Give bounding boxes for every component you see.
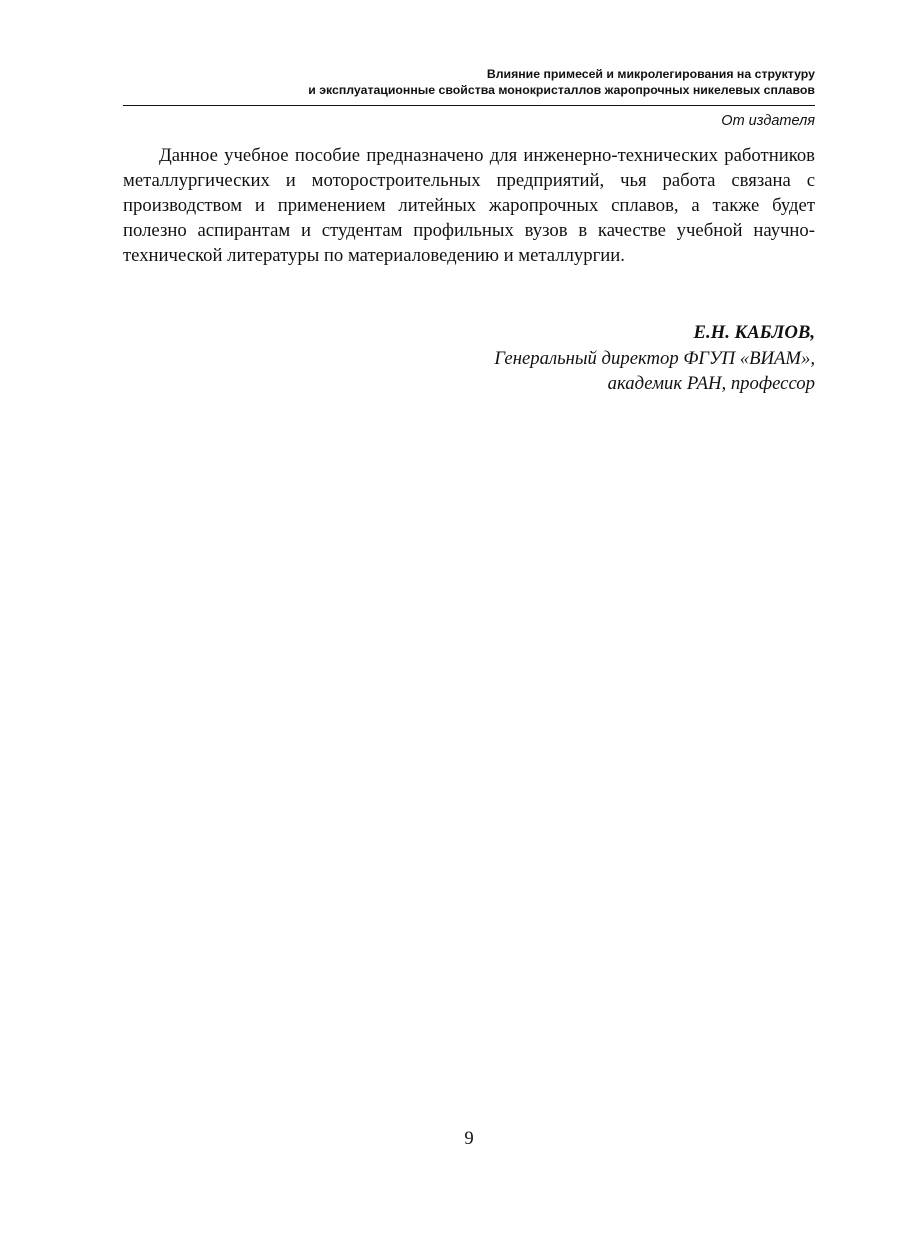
signature-title-line-1: Генеральный директор ФГУП «ВИАМ», (494, 347, 815, 369)
running-head-line-2: и эксплуатационные свойства монокристаллов жаропрочных никелевых сплавов (308, 83, 815, 97)
running-head (123, 66, 815, 98)
signature-name: Е.Н. КАБЛОВ, (693, 322, 815, 343)
page-number: 9 (464, 1128, 474, 1149)
signature-block (123, 320, 815, 397)
section-label: От издателя (721, 113, 815, 129)
signature-title-line-2: академик РАН, профессор (607, 373, 815, 394)
running-head-line-1: Влияние примесей и микролегирования на структуру (486, 67, 815, 81)
body-paragraph: Данное учебное пособие предназначено для инженерно-технических работников металлургических и моторостроительных предприятий, чья работа связана с производством и применением литейных жаропрочных сплавов, а также будет полезно аспирантам и студентам профильных вузов в качестве учебной научно-технической литературы по материаловедению и металлургии. (123, 145, 815, 266)
header-divider (123, 105, 815, 106)
